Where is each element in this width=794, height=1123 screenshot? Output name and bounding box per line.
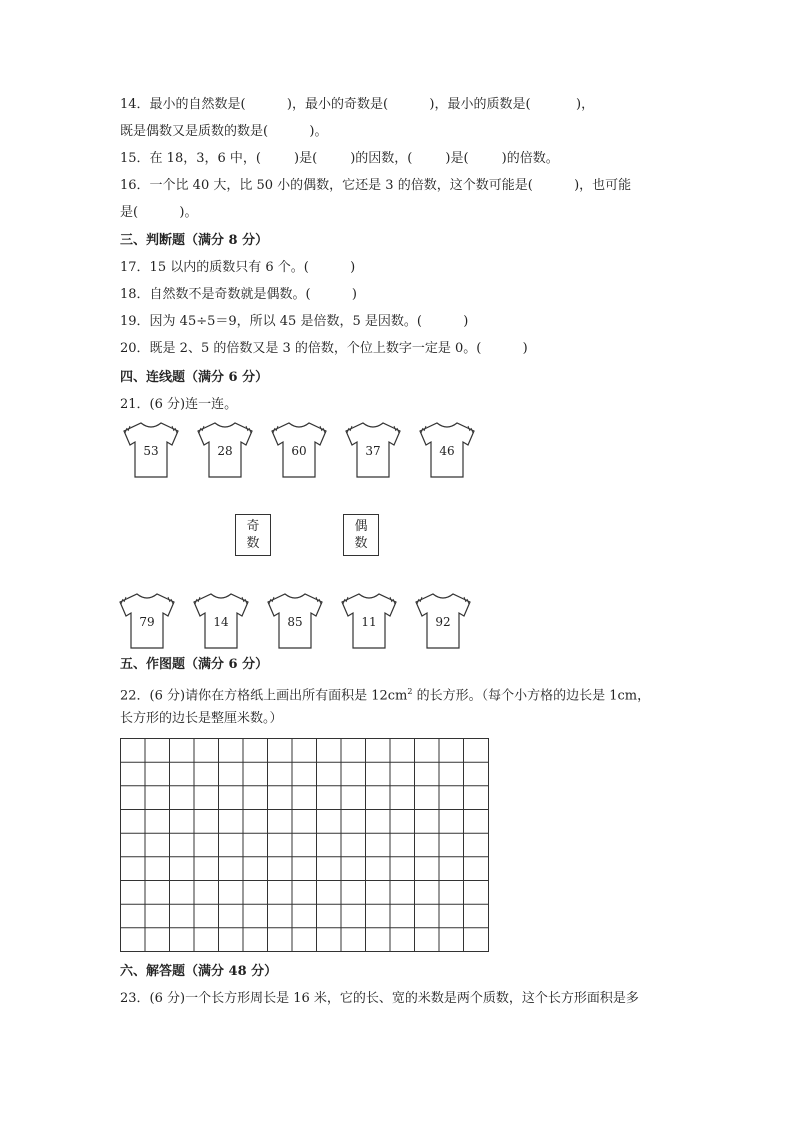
shirt-number: 14 [213,615,229,629]
shirt-bottom-4[interactable] [341,593,397,649]
shirt-number: 85 [287,615,303,629]
shirt-bottom-5[interactable] [415,593,471,649]
q21: 21．(6 分)连一连。 [120,397,238,412]
shirt-number: 60 [291,444,307,458]
q22-text-b: 的长方形。（每个小方格的边长是 1cm， [412,688,651,704]
square-grid[interactable] [120,738,492,954]
q22-line2: 长方形的边长是整厘米数。） [120,711,283,726]
even-box-char-2: 数 [354,536,368,551]
shirt-number: 53 [143,444,159,458]
q23: 23．(6 分)一个长方形周长是 16 米，它的长、宽的米数是两个质数，这个长方形面积是多 [120,991,639,1006]
q14-line1: 14．最小的自然数是( )，最小的奇数是( )，最小的质数是( )， [120,97,595,112]
section-heading-6: 六、解答题（满分 48 分） [120,964,278,979]
q22-line1 [120,682,650,706]
q18: 18．自然数不是奇数就是偶数。( ) [120,287,358,302]
q22-superscript: 2 [407,687,413,696]
even-box-char-1: 偶 [354,519,368,534]
shirt-number: 28 [217,444,233,458]
shirt-top-3[interactable] [271,422,327,478]
q17: 17．15 以内的质数只有 6 个。( ) [120,260,356,275]
q14-line2: 既是偶数又是质数的数是( )。 [120,124,328,139]
q15: 15．在 18，3，6 中，( )是( )的因数，( )是( )的倍数。 [120,151,559,166]
section-heading-3: 三、判断题（满分 8 分） [120,233,269,248]
shirt-number: 11 [361,615,377,629]
section-heading-5: 五、作图题（满分 6 分） [120,657,269,672]
shirt-top-4[interactable] [345,422,401,478]
even-number-box[interactable] [343,514,379,556]
q20: 20．既是 2、5 的倍数又是 3 的倍数，个位上数字一定是 0。( ) [120,341,528,356]
shirt-number: 46 [439,444,455,458]
odd-number-box[interactable] [235,514,271,556]
shirt-number: 92 [435,615,451,629]
q16-line1: 16．一个比 40 大，比 50 小的偶数，它还是 3 的倍数，这个数可能是( )，也可能 [120,178,632,193]
shirt-bottom-1[interactable] [119,593,175,649]
shirt-top-5[interactable] [419,422,475,478]
shirt-number: 37 [365,444,381,458]
q19: 19．因为 45÷5＝9，所以 45 是倍数，5 是因数。( ) [120,314,469,329]
odd-box-char-2: 数 [246,536,260,551]
shirt-number: 79 [139,615,155,629]
shirt-top-1[interactable] [123,422,179,478]
q22-text-a: 22．(6 分)请你在方格纸上画出所有面积是 12cm [120,688,408,704]
q16-line2: 是( )。 [120,205,198,220]
odd-box-char-1: 奇 [246,519,260,534]
shirt-bottom-2[interactable] [193,593,249,649]
shirt-top-2[interactable] [197,422,253,478]
section-heading-4: 四、连线题（满分 6 分） [120,370,269,385]
shirt-bottom-3[interactable] [267,593,323,649]
